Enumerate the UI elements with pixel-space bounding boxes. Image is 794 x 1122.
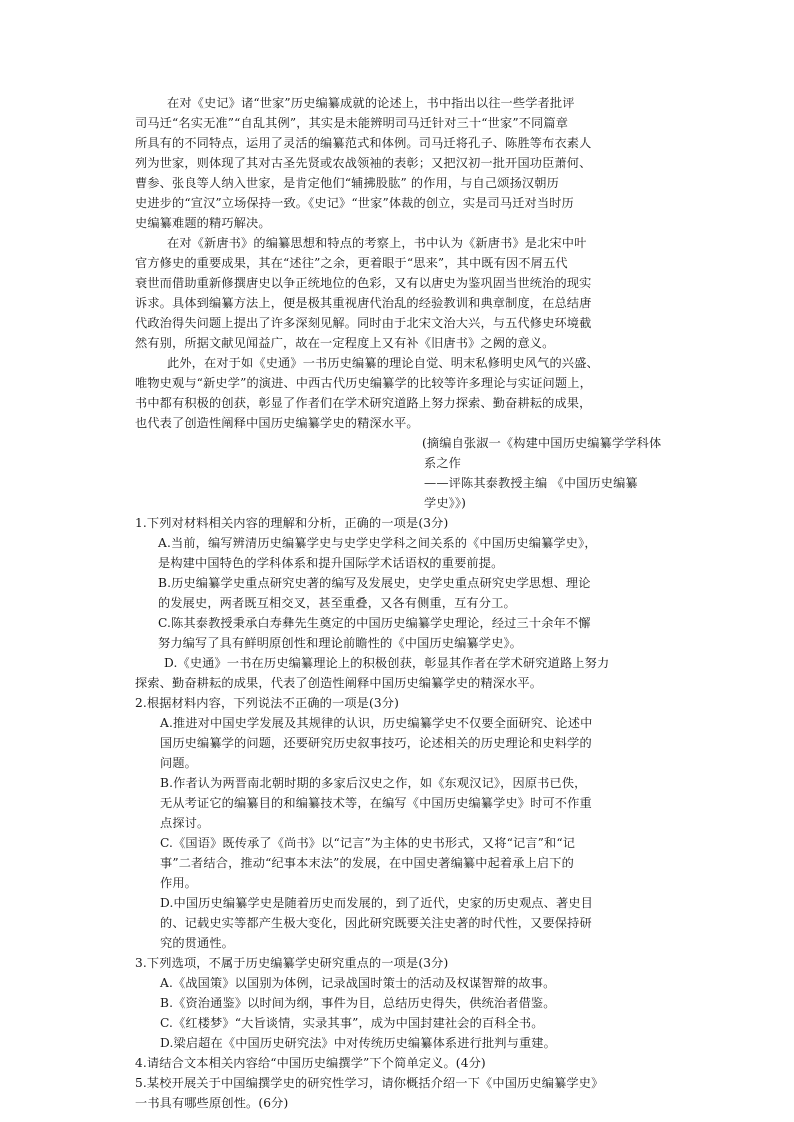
option-c: C.《国语》既传承了《尚书》以“记言”为主体的史书形式，又将“记言”和“记 xyxy=(160,836,576,850)
option-a: A.推进对中国史学发展及其规律的认识，历史编纂学史不仅要全面研究、论述中 xyxy=(160,716,593,730)
option-c-cont: 努力编写了具有鲜明原创性和理论前瞻性的《中国历史编纂学史》。 xyxy=(158,636,523,650)
option-a: A.当前，编写辨清历史编纂学史与史学史学科之间关系的《中国历史编纂学史》， xyxy=(158,536,597,550)
option-b-cont: 点探讨。 xyxy=(160,816,210,830)
option-b: B.历史编纂学史重点研究史著的编写及发展史，史学史重点研究史学思想、理论 xyxy=(158,576,591,590)
option-b-cont: 无从考证它的编纂目的和编纂技术等，在编写《中国历史编纂学史》时可不作重 xyxy=(160,796,592,810)
text-line: 在对《史记》诸“世家”历史编纂成就的论述上，书中指出以往一些学者批评 xyxy=(167,96,575,110)
text-line: 此外，在对于如《史通》一书历史编纂的理论自觉、明末私修明史风气的兴盛、 xyxy=(167,356,599,370)
option-d-cont: 的、记载史实等都产生极大变化，因此研究既要关注史著的时代性，又要保持研 xyxy=(160,916,592,930)
option-c-cont: 作用。 xyxy=(160,876,198,890)
text-line: 司马迁“名实无准”“自乱其例”，其实是未能辨明司马迁针对三十“世家”不同篇章 xyxy=(135,116,569,130)
text-line: 诉求。具体到编纂方法上，便是极其重视唐代治乱的经验教训和典章制度，在总结唐 xyxy=(135,296,592,310)
option-b: B.《资治通鉴》以时间为纲，事件为目，总结历史得失，供统治者借鉴。 xyxy=(160,996,556,1010)
text-line: 也代表了创造性阐释中国历史编纂学史的精深水平。 xyxy=(135,416,419,430)
text-line: 书中都有积极的创获，彰显了作者们在学术研究道路上努力探索、勤奋耕耘的成果， xyxy=(135,396,592,410)
citation-line: 系之作 xyxy=(424,456,462,470)
option-a: A.《战国策》以国别为体例，记录战国时策士的活动及权谋智辩的故事。 xyxy=(160,976,556,990)
option-a-cont: 国历史编纂学的问题，还要研究历史叙事技巧，论述相关的历史理论和史料学的 xyxy=(160,736,592,750)
option-d-cont: 究的贯通性。 xyxy=(160,936,235,950)
text-line: 官方修史的重要成果，其在“述往”之余，更着眼于“思来”，其中既有因不屑五代 xyxy=(135,256,568,270)
option-c: C.陈其泰教授秉承白寿彝先生奠定的中国历史编纂学史理论，经过三十余年不懈 xyxy=(158,616,591,630)
text-line: 史编纂难题的精巧解决。 xyxy=(135,216,271,230)
text-line: 所具有的不同特点，运用了灵活的编纂范式和体例。司马迁将孔子、陈胜等布衣素人 xyxy=(135,136,592,150)
text-line: 然有别，所据文献见闻益广，故在一定程度上又有补《旧唐书》之阙的意义。 xyxy=(135,336,555,350)
citation-line: (摘编自张淑一《构建中国历史编纂学学科体 xyxy=(422,436,662,450)
text-line: 曹参、张良等人纳入世家，是肯定他们“辅拂股肱” 的作用，与自己颂扬汉朝历 xyxy=(135,176,559,190)
option-d: D.《史通》一书在历史编纂理论上的积极创获，彰显其作者在学术研究道路上努力 xyxy=(164,656,610,670)
option-a-cont: 问题。 xyxy=(160,756,198,770)
option-c: C.《红楼梦》“大旨谈情，实录其事”，成为中国封建社会的百科全书。 xyxy=(160,1016,544,1030)
question-stem: 2.根据材料内容，下列说法不正确的一项是(3分) xyxy=(135,696,400,710)
question-stem: 5.某校开展关于中国编撰学史的研究性学习，请你概括介绍一下《中国历史编纂学史》 xyxy=(135,1076,604,1090)
question-stem: 3.下列选项，不属于历史编纂学史研究重点的一项是(3分) xyxy=(135,956,449,970)
text-line: 列为世家，则体现了其对古圣先贤或农战领袖的表彰；又把汉初一批开国功臣萧何、 xyxy=(135,156,592,170)
text-line: 衰世而借助重新修撰唐史以争正统地位的色彩，又有以唐史为鉴巩固当世统治的现实 xyxy=(135,276,592,290)
option-a-cont: 是构建中国特色的学科体系和提升国际学术话语权的重要前提。 xyxy=(158,556,504,570)
option-d: D.中国历史编纂学史是随着历史而发展的，到了近代，史家的历史观点、著史目 xyxy=(160,896,593,910)
text-line: 史进步的“宣汉”立场保持一致。《史记》“世家”体裁的创立，实是司马迁对当时历 xyxy=(135,196,574,210)
option-c-cont: 事”二者结合，推动“纪事本末法”的发展，在中国史著编纂中起着承上启下的 xyxy=(160,856,574,870)
option-b: B.作者认为两晋南北朝时期的多家后汉史之作，如《东观汉记》，因原书已佚， xyxy=(160,776,587,790)
text-line: 唯物史观与“新史学”的演进、中西古代历史编纂学的比较等许多理论与实证问题上， xyxy=(135,376,592,390)
question-stem: 4.请结合文本相关内容给“中国历史编撰学”下个简单定义。(4分) xyxy=(135,1056,486,1070)
option-d: D.梁启超在《中国历史研究法》中对传统历史编纂体系进行批判与重建。 xyxy=(160,1036,556,1050)
option-b-cont: 的发展史，两者既互相交叉，甚至重叠，又各有侧重，互有分工。 xyxy=(158,596,516,610)
text-line: 代政治得失问题上提出了许多深刻见解。同时由于北宋文治大兴，与五代修史环境截 xyxy=(135,316,592,330)
question-stem-cont: 一书具有哪些原创性。(6分) xyxy=(135,1096,289,1110)
citation-line: 学史》》) xyxy=(424,496,467,510)
citation-line: ——评陈其泰教授主编 《中国历史编纂 xyxy=(424,476,638,490)
text-line: 在对《新唐书》的编纂思想和特点的考察上，书中认为《新唐书》是北宋中叶 xyxy=(167,236,587,250)
question-stem: 1.下列对材料相关内容的理解和分析，正确的一项是(3分) xyxy=(135,516,449,530)
option-d-cont: 探索、勤奋耕耘的成果，代表了创造性阐释中国历史编纂学史的精深水平。 xyxy=(135,676,543,690)
